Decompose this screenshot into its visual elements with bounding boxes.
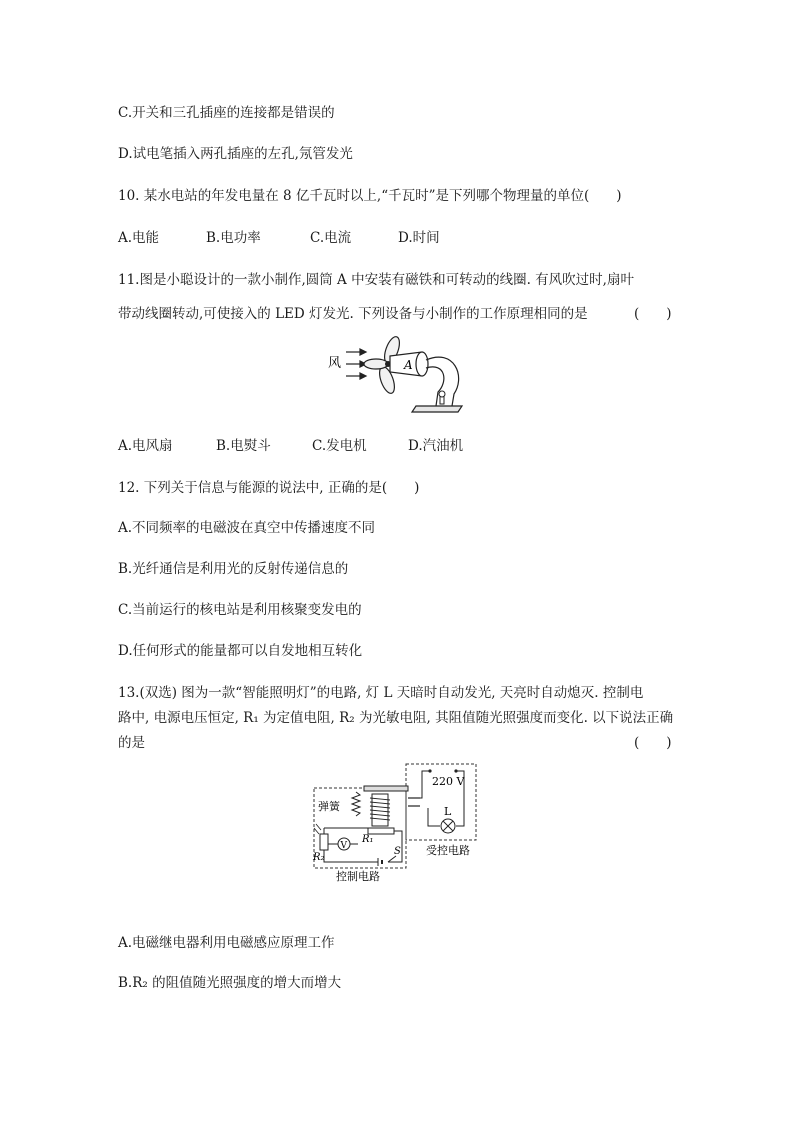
q13-stem-line2: 路中, 电源电压恒定, R₁ 为定值电阻, R₂ 为光敏电阻, 其阻值随光照强度而变化. 以下说法正确 — [118, 710, 674, 726]
q13-stem-line1: 13.(双选) 图为一款“智能照明灯”的电路, 灯 L 天暗时自动发光, 天亮时自动熄灭. 控制电 — [118, 685, 644, 701]
q13-option-b[interactable]: B.R₂ 的阻值随光照强度的增大而增大 — [118, 975, 342, 991]
q11-options — [118, 437, 463, 455]
q10-option-b[interactable]: B.电功率 — [206, 230, 261, 246]
spring-label: 弹簧 — [318, 800, 340, 813]
voltmeter-label: V — [340, 841, 347, 851]
wind-label: 风 — [328, 356, 342, 371]
voltage-label: 220 V — [432, 775, 465, 788]
q12-option-d[interactable]: D.任何形式的能量都可以自发地相互转化 — [118, 643, 363, 659]
armature — [364, 786, 408, 791]
q9-option-c: C.开关和三孔插座的连接都是错误的 — [118, 105, 335, 121]
switch-label: S — [394, 846, 401, 857]
r2-label: R₂ — [313, 852, 325, 863]
q9-option-d: D.试电笔插入两孔插座的左孔,氖管发光 — [118, 146, 353, 162]
q11-option-b[interactable]: B.电熨斗 — [216, 438, 271, 454]
q10-stem: 10. 某水电站的年发电量在 8 亿千瓦时以上,“千瓦时”是下列哪个物理量的单位( ) — [118, 188, 622, 204]
q11-wind-generator-figure — [326, 336, 466, 416]
q11-stem-line1: 11.图是小聪设计的一款小制作,圆筒 A 中安装有磁铁和可转动的线圈. 有风吹过时,扇叶 — [118, 272, 634, 288]
q11-option-a[interactable]: A.电风扇 — [118, 438, 173, 454]
q13-option-a[interactable]: A.电磁继电器利用电磁感应原理工作 — [118, 935, 335, 951]
wind-arrows — [346, 349, 366, 379]
q11-option-c[interactable]: C.发电机 — [312, 438, 367, 454]
q12-option-b[interactable]: B.光纤通信是利用光的反射传递信息的 — [118, 561, 349, 577]
q10-options — [118, 229, 440, 247]
spring-icon — [352, 792, 360, 816]
q10-option-a[interactable]: A.电能 — [118, 230, 160, 246]
lamp-label: L — [444, 805, 452, 818]
q10-option-c[interactable]: C.电流 — [310, 230, 352, 246]
r1-label: R₁ — [362, 834, 374, 845]
q10-option-d[interactable]: D.时间 — [398, 230, 440, 246]
q13-stem-line3: 的是 — [118, 735, 145, 751]
q12-option-a[interactable]: A.不同频率的电磁波在真空中传播速度不同 — [118, 520, 376, 536]
q13-answer-bracket: ( ) — [634, 735, 672, 751]
control-circuit-label: 控制电路 — [336, 870, 380, 883]
q11-answer-bracket: ( ) — [634, 306, 672, 322]
q13-circuit-figure — [312, 762, 482, 884]
cylinder-label: A — [404, 358, 413, 372]
controlled-circuit-label: 受控电路 — [426, 844, 470, 857]
base-board — [412, 406, 462, 412]
q11-stem-line2: 带动线圈转动,可使接入的 LED 灯发光. 下列设备与小制作的工作原理相同的是 — [118, 306, 588, 322]
q12-option-c[interactable]: C.当前运行的核电站是利用核聚变发电的 — [118, 602, 362, 618]
q11-option-d[interactable]: D.汽油机 — [408, 438, 464, 454]
q12-stem: 12. 下列关于信息与能源的说法中, 正确的是( ) — [118, 480, 420, 496]
photoresistor-r2 — [320, 834, 328, 850]
